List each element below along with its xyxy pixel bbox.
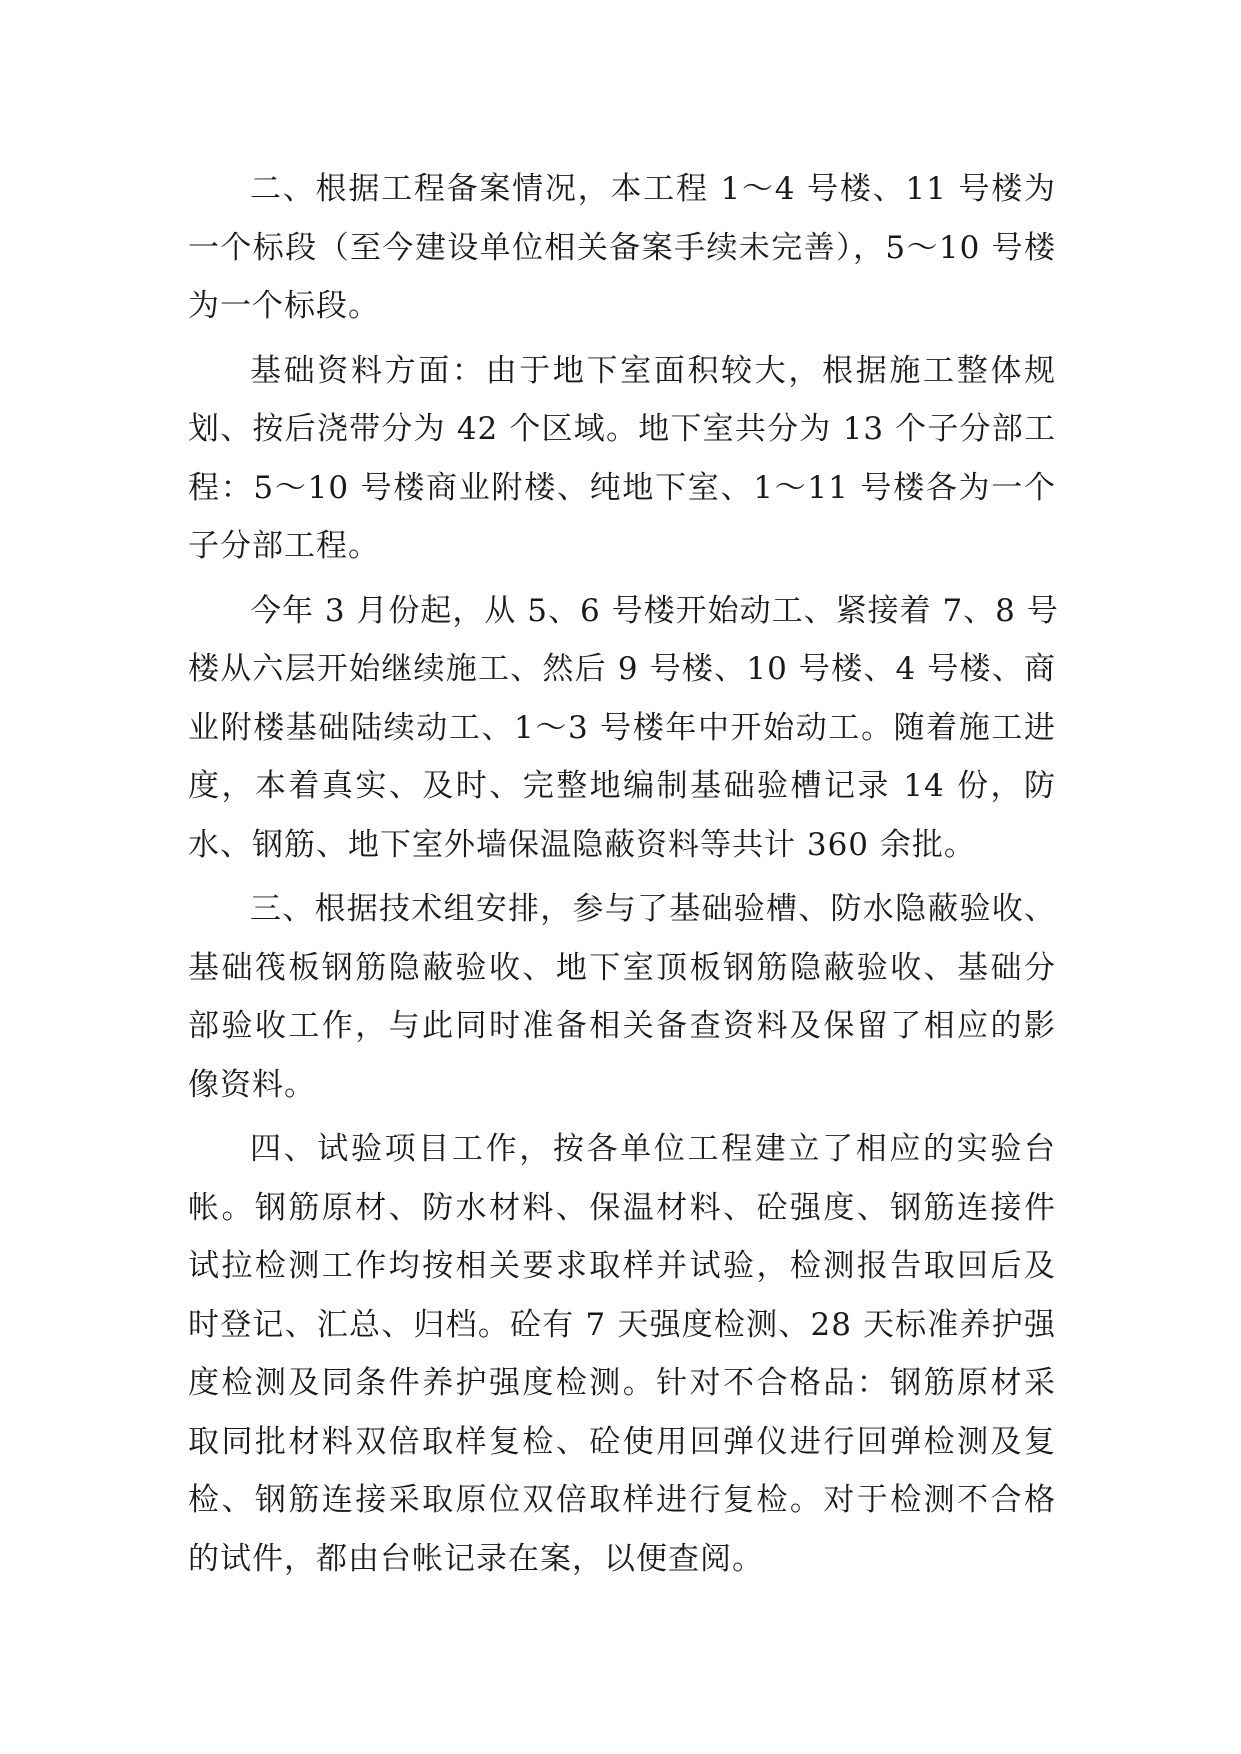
- text-line: 像资料。: [188, 1066, 316, 1103]
- text-line: 楼从六层开始继续施工、然后 9 号楼、10 号楼、4 号楼、商: [188, 651, 1056, 687]
- paragraph-2: [188, 342, 1056, 576]
- text-line: 部验收工作，与此同时准备相关备查资料及保留了相应的影: [188, 1008, 1056, 1044]
- text-line: 四、试验项目工作，按各单位工程建立了相应的实验台: [250, 1131, 1056, 1167]
- text-line: 今年 3 月份起，从 5、6 号楼开始动工、紧接着 7、8 号: [250, 592, 1059, 629]
- text-line: 程：5～10 号楼商业附楼、纯地下室、1～11 号楼各为一个: [188, 469, 1056, 506]
- paragraph-4: [188, 880, 1056, 1114]
- paragraph-5: [188, 1120, 1056, 1588]
- text-line: 水、钢筋、地下室外墙保温隐蔽资料等共计 360 余批。: [188, 826, 976, 863]
- text-line: 业附楼基础陆续动工、1～3 号楼年中开始动工。随着施工进: [188, 709, 1056, 746]
- document-body: [188, 160, 1059, 1588]
- text-line: 时登记、汇总、归档。砼有 7 天强度检测、28 天标准养护强: [188, 1306, 1056, 1343]
- text-line: 试拉检测工作均按相关要求取样并试验，检测报告取回后及: [188, 1248, 1056, 1284]
- text-line: 一个标段（至今建设单位相关备案手续未完善），5～10 号楼: [188, 229, 1056, 266]
- paragraph-1: [188, 160, 1056, 336]
- text-line: 划、按后浇带分为 42 个区域。地下室共分为 13 个子分部工: [188, 411, 1056, 447]
- text-line: 帐。钢筋原材、防水材料、保温材料、砼强度、钢筋连接件: [188, 1189, 1056, 1226]
- text-line: 检、钢筋连接采取原位双倍取样进行复检。对于检测不合格: [188, 1482, 1056, 1518]
- text-line: 的试件，都由台帐记录在案，以便查阅。: [188, 1540, 764, 1577]
- text-line: 三、根据技术组安排，参与了基础验槽、防水隐蔽验收、: [250, 891, 1056, 927]
- text-line: 基础筏板钢筋隐蔽验收、地下室顶板钢筋隐蔽验收、基础分: [188, 949, 1056, 986]
- text-line: 二、根据工程备案情况，本工程 1～4 号楼、11 号楼为: [250, 171, 1056, 207]
- text-line: 基础资料方面：由于地下室面积较大，根据施工整体规: [250, 352, 1056, 389]
- text-line: 度，本着真实、及时、完整地编制基础验槽记录 14 份，防: [188, 768, 1056, 804]
- text-line: 为一个标段。: [188, 288, 380, 324]
- text-line: 取同批材料双倍取样复检、砼使用回弹仪进行回弹检测及复: [188, 1423, 1056, 1460]
- paragraph-3: [188, 582, 1059, 875]
- text-line: 子分部工程。: [188, 528, 380, 564]
- text-line: 度检测及同条件养护强度检测。针对不合格品：钢筋原材采: [188, 1365, 1056, 1401]
